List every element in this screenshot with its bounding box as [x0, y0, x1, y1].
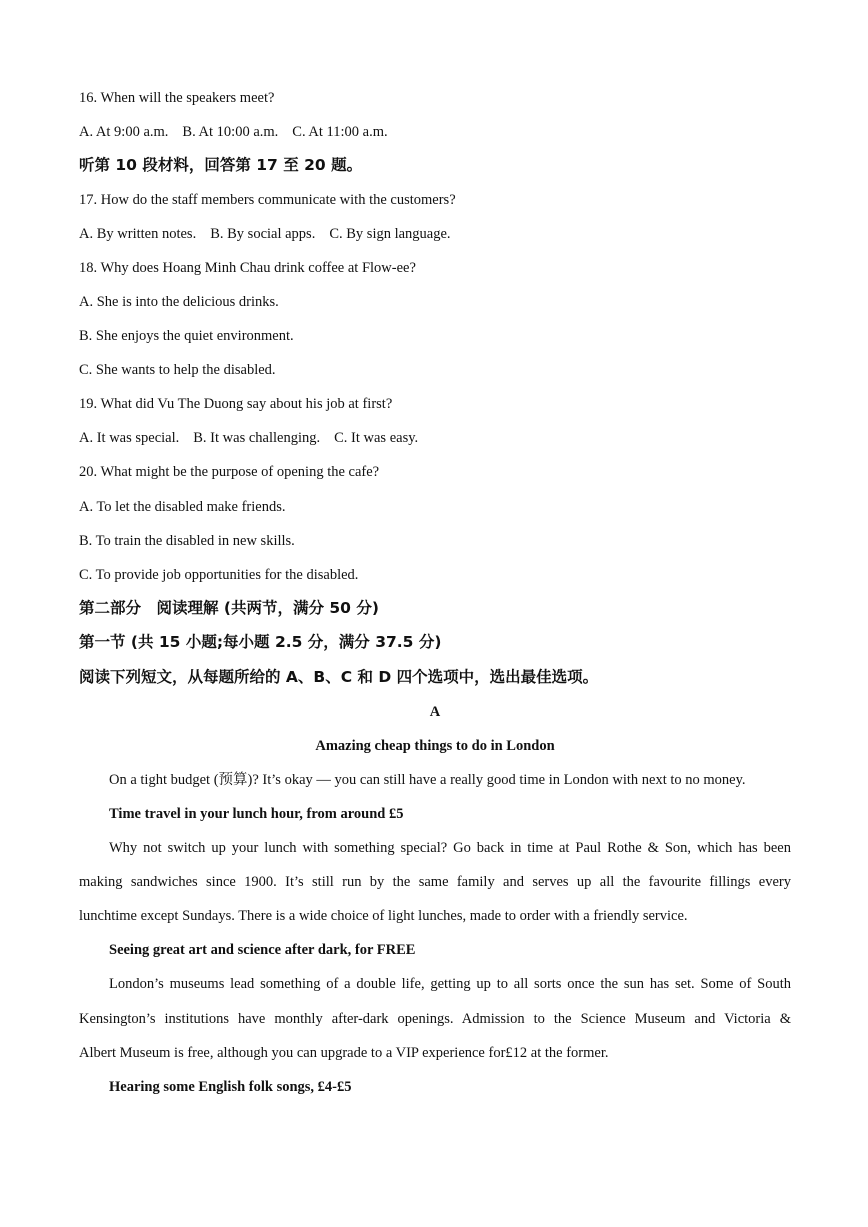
question-18-option-b: B. She enjoys the quiet environment. — [79, 328, 294, 344]
question-17: 17. How do the staff members communicate with the customers? — [79, 192, 456, 208]
passage-letter: A — [429, 704, 441, 720]
paragraph-line: Why not switch up your lunch with something special? Go back in time at Paul Rothe & Son, which has been — [109, 840, 791, 856]
option-c: C. At 11:00 a.m. — [292, 124, 388, 140]
paragraph-line: making sandwiches since 1900. It’s still run by the same family and serves up all the favourite fillings every — [79, 874, 791, 890]
section-10-heading: 听第 10 段材料，回答第 17 至 20 题。 — [79, 156, 363, 174]
passage-title: Amazing cheap things to do in London — [315, 738, 555, 754]
subheading-art-science: Seeing great art and science after dark, for FREE — [109, 942, 416, 958]
question-20: 20. What might be the purpose of opening the cafe? — [79, 464, 380, 480]
paragraph-line: Albert Museum is free, although you can upgrade to a VIP experience for£12 at the former. — [79, 1045, 609, 1061]
option-b: B. At 10:00 a.m. — [182, 124, 279, 140]
question-20-option-b: B. To train the disabled in new skills. — [79, 533, 295, 549]
question-16-options — [79, 122, 791, 142]
subheading-time-travel: Time travel in your lunch hour, from around £5 — [109, 806, 404, 822]
paragraph-line: Kensington’s institutions have monthly after-dark openings. Admission to the Science Museum and Victoria & — [79, 1011, 791, 1027]
question-18: 18. Why does Hoang Minh Chau drink coffee at Flow-ee? — [79, 260, 416, 276]
question-19: 19. What did Vu The Duong say about his job at first? — [79, 396, 393, 412]
part-two-heading: 第二部分 阅读理解 (共两节，满分 50 分) — [79, 599, 379, 617]
question-17-options — [79, 224, 791, 244]
question-20-option-c: C. To provide job opportunities for the disabled. — [79, 567, 359, 583]
question-20-option-a: A. To let the disabled make friends. — [79, 499, 286, 515]
paragraph-line: London’s museums lead something of a double life, getting up to all sorts once the sun has set. Some of South — [109, 976, 791, 992]
option-b: B. It was challenging. — [193, 430, 321, 446]
option-c: C. It was easy. — [334, 430, 419, 446]
question-19-options — [79, 428, 791, 448]
question-16: 16. When will the speakers meet? — [79, 90, 275, 106]
question-18-option-a: A. She is into the delicious drinks. — [79, 294, 279, 310]
paragraph-line: lunchtime except Sundays. There is a wide choice of light lunches, made to order with a friendly service. — [79, 908, 688, 924]
question-18-option-c: C. She wants to help the disabled. — [79, 362, 276, 378]
section-one-heading: 第一节 (共 15 小题;每小题 2.5 分，满分 37.5 分) — [79, 633, 442, 651]
option-a: A. It was special. — [79, 430, 180, 446]
option-a: A. By written notes. — [79, 226, 197, 242]
reading-instructions: 阅读下列短文，从每题所给的 A、B、C 和 D 四个选项中，选出最佳选项。 — [79, 668, 599, 686]
option-a: A. At 9:00 a.m. — [79, 124, 169, 140]
option-b: B. By social apps. — [210, 226, 316, 242]
passage-intro: On a tight budget (预算)? It’s okay — you can still have a really good time in London with next to no money. — [109, 772, 746, 788]
subheading-folk-songs: Hearing some English folk songs, £4-£5 — [109, 1079, 352, 1095]
option-c: C. By sign language. — [329, 226, 451, 242]
